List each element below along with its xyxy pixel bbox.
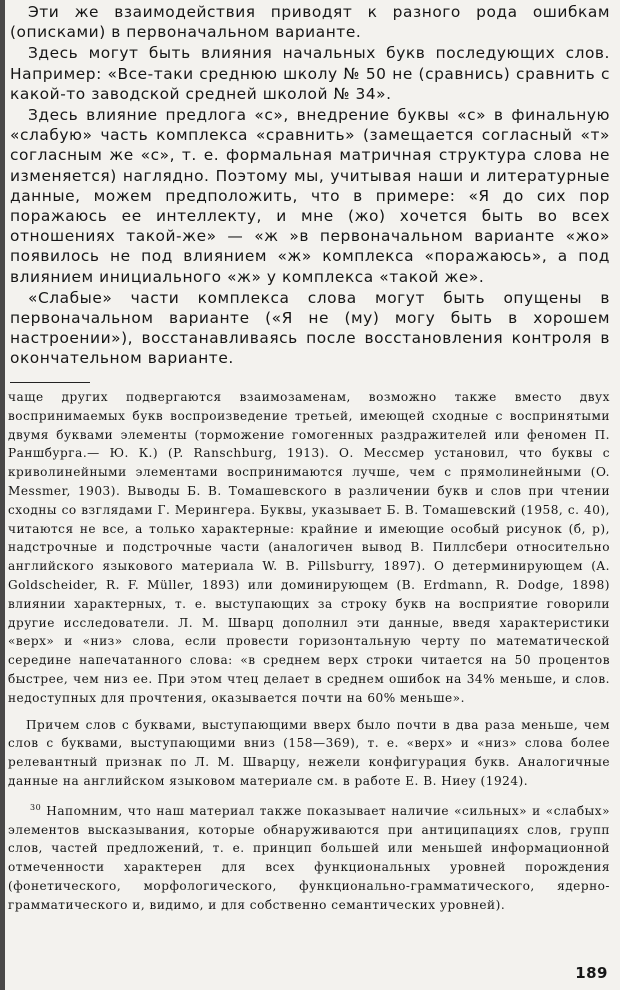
footnote-paragraph: Причем слов с буквами, выступающими вверх было почти в два раза меньше, чем слов с буквами, выступающими вниз (158—369), т. е. «верх» и «низ» слова более релевантный признак по Л. М. Шварцу, нежели конфигурация букв. Аналогичные данные на английском языковом материале см. в работе Е. В. Ниеу (1924). bbox=[8, 717, 610, 788]
page-gutter-shadow bbox=[0, 0, 5, 990]
footnote-divider bbox=[10, 382, 90, 383]
paragraph: Здесь могут быть влияния начальных букв последующих слов. Например: «Все-таки среднюю школу № 50 не (сравнись) сравнить с какой-то заводской средней школой № 34». bbox=[10, 44, 610, 103]
footnote-text: Напомним, что наш материал также показывает наличие «сильных» и «слабых» элементов высказывания, которые обнаруживаются при антиципациях слов, групп слов, частей предложений, т. е. принцип большей или меньшей информационной отмеченности характерен для всех функциональных уровней порождения (фонетического, морфологического, функционально-грамматического, ядерно-грамматического и, видимо, и для собственно семантических уровней). bbox=[8, 803, 610, 912]
footnote-continuation: чаще других подвергаются взаимозаменам, возможно также вместо двух воспринимаемых букв воспроизведение третьей, имеющей сходные с воспринятыми двумя буквами элементы (торможение гомогенных раздражителей или феномен П. Раншбурга.— Ю. К.) (P. Ranschburg, 1913). О. Мессмер установил, что буквы с криволинейными элементами воспринимаются лучше, чем с прямолинейными (O. Messmer, 1903). Выводы Б. В. Томашевского в различении букв и слов при чтении сходны со взглядами Г. Мерингера. Буквы, указывает Б. В. Томашевский (1958, с. 40), читаются не все, а только характерные: крайние и имеющие особый рисунок (б, р), надстрочные и подстрочные части (аналогичен вывод В. Пиллсбери относительно английского языкового материала W. B. Pillsburry, 1897). О детерминирующем (A. Goldscheider, R. F. Müller, 1893) или доминирующем (B. Erdmann, R. Dodge, 1898) влиянии характерных, т. е. выступающих за строку букв на восприятие говорили другие исследователи. Л. М. Шварц дополнил эти данные, введя характеристики «верх» и «низ» слова, если провести горизонтальную черту по математической середине напечатанного слова: «в среднем верх строки читается на 50 процентов быстрее, чем низ ее. При этом чтец делает в среднем ошибок на 34% меньше, и слов. недоступных для прочтения, оказывается почти на 60% меньше». bbox=[8, 390, 610, 705]
page-number: 189 bbox=[575, 964, 608, 982]
paragraph: «Слабые» части комплекса слова могут быть опущены в первоначальном варианте («Я не (му) могу быть в хорошем настроении»), восстанавливаясь после восстановления контроля в окончательном варианте. bbox=[10, 288, 610, 368]
footnotes-section bbox=[8, 388, 610, 915]
paragraph: Здесь влияние предлога «с», внедрение буквы «с» в финальную «слабую» часть комплекса «сравнить» (замещается согласный «т» согласным же «с», т. е. формальная матричная структура слова не изменяется) наглядно. Поэтому мы, учитывая наши и литературные данные, можем предположить, что в примере: «Я до сих пор поражаюсь ее интеллекту, и мне (жо) хочется быть во всех отношениях такой-же» — «ж »в первоначальном варианте «жо» появилось не под влиянием «ж» комплекса «поражаюсь», а под влиянием инициального «ж» у комплекса «такой же». bbox=[10, 106, 610, 286]
footnote-30 bbox=[8, 799, 610, 915]
paragraph: Эти же взаимодействия приводят к разного рода ошибкам (описками) в первоначальном варианте. bbox=[10, 3, 610, 42]
main-body-text bbox=[10, 2, 610, 370]
footnote-marker: 30 bbox=[30, 802, 42, 812]
